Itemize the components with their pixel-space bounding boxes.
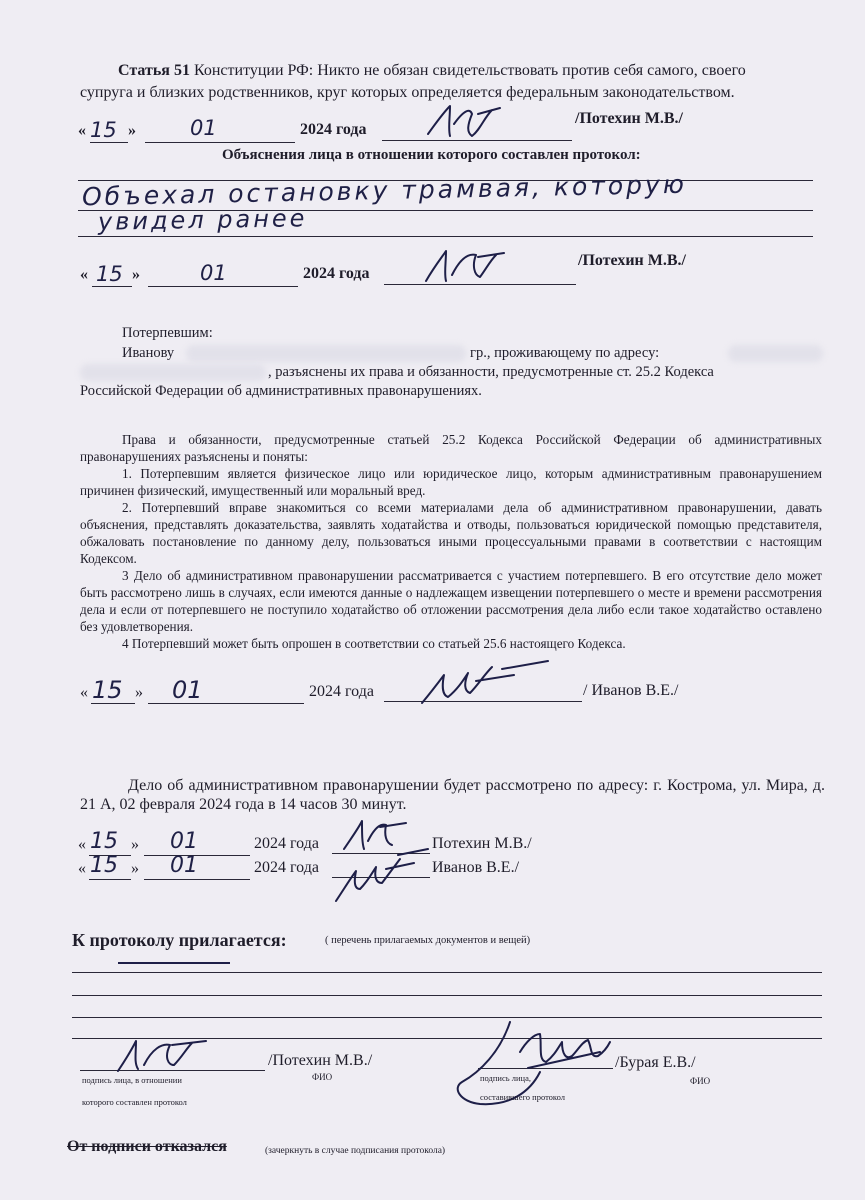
refused-label: От подписи отказался <box>67 1138 227 1155</box>
rights-item-2: 2. Потерпевший вправе знакомиться со всеми материалами дела об административном правонарушении, давать объяснения, представлять доказательства, заявлять ходатайства и отводы, пользоваться юридической помощью представителя, обжаловать постановление по данному делу, пользоваться иными процессуальными правами в соответствии с настоящим Кодексом. <box>80 500 822 566</box>
right-fio: ФИО <box>690 1076 711 1086</box>
redacted-address-1 <box>728 345 823 362</box>
month-value: 01 <box>170 853 198 878</box>
name-label: Иванов В.Е./ <box>432 859 520 876</box>
month-value: 01 <box>200 261 227 285</box>
name-label: Потехин М.В./ <box>432 835 532 852</box>
victim-label: Потерпевшим: <box>122 325 213 341</box>
left-caption-2: которого составлен протокол <box>82 1097 187 1107</box>
refused-hint: (зачеркнуть в случае подписания протокола) <box>265 1146 446 1156</box>
attachments-hint: ( перечень прилагаемых документов и вещей) <box>325 935 531 946</box>
left-name: /Потехин М.В./ <box>268 1052 373 1069</box>
year-label: 2024 года <box>300 121 367 138</box>
year-label: 2024 года <box>254 859 319 876</box>
rights-item-3: 3 Дело об административном правонарушении рассматривается с участием потерпевшего. В его отсутствие дело может быть рассмотрено лишь в случаях, если имеются данные о надлежащем извещении потерпевшего о месте и времени рассмотрения дела и если от потерпевшего не поступило ходатайство об отложении рассмотрения дела либо если такое ходатайство оставлено без удовлетворения. <box>80 568 822 634</box>
signature-ivanov-2 <box>332 845 432 905</box>
explanations-title: Объяснения лица в отношении которого составлен протокол: <box>222 147 641 163</box>
quote-open: « <box>78 122 86 139</box>
month-value: 01 <box>170 829 198 854</box>
right-caption-1: подпись лица, <box>480 1073 531 1083</box>
name-label: / Иванов В.Е./ <box>583 682 679 699</box>
victim-rights-text: , разъяснены их права и обязанности, предусмотренные ст. 25.2 Кодекса <box>268 364 714 380</box>
rights-item-1: 1. Потерпевшим является физическое лицо или юридическое лицо, которым административным правонарушением причинен физический, имущественный или моральный вред. <box>80 466 822 498</box>
right-caption-2: составившего протокол <box>480 1092 566 1102</box>
explanation-line-2: увидел ранее <box>97 204 308 236</box>
rights-intro: Права и обязанности, предусмотренные статьей 25.2 Кодекса Российской Федерации об административных правонарушениях разъяснены и поняты: <box>80 432 822 464</box>
left-fio: ФИО <box>312 1072 333 1082</box>
rights-item-4: 4 Потерпевший может быть опрошен в соответствии со статьей 25.6 настоящего Кодекса. <box>122 636 626 651</box>
month-value: 01 <box>190 116 217 140</box>
signature-potekhin-1 <box>420 100 510 145</box>
quote-close: » <box>128 122 136 139</box>
name-label: /Потехин М.В./ <box>575 110 683 127</box>
day-value: 15 <box>90 118 117 142</box>
year-label: 2024 года <box>303 265 370 282</box>
article-51-line-1 <box>118 62 746 80</box>
victim-name-start: Иванову <box>122 345 175 361</box>
day-value: 15 <box>90 829 118 854</box>
right-name: /Бурая Е.В./ <box>615 1054 696 1071</box>
article-label: Статья 51 <box>118 62 190 79</box>
hearing-text: Дело об административном правонарушении будет рассмотрено по адресу: г. Кострома, ул. Мира, д. 21 А, 02 февраля 2024 года в 14 часов 30 минут. <box>80 777 825 813</box>
article-51-line-2: супруга и близких родственников, круг которых определяется федеральным законодательством. <box>80 84 735 101</box>
day-value: 15 <box>96 262 123 286</box>
left-caption-1: подпись лица, в отношении <box>82 1075 182 1085</box>
explanation-line-1: Объехал остановку трамвая, которую <box>81 169 688 212</box>
article-text: Конституции РФ: Никто не обязан свидетельствовать против себя самого, своего <box>193 62 746 79</box>
month-value: 01 <box>172 676 203 704</box>
signature-potekhin-4 <box>112 1035 212 1075</box>
victim-law-text: Российской Федерации об административных правонарушениях. <box>80 383 482 399</box>
signature-potekhin-2 <box>420 245 510 290</box>
name-label: /Потехин М.В./ <box>578 252 686 269</box>
day-value: 15 <box>92 676 123 704</box>
protocol-page: Статья 51 Конституции РФ: Никто не обязан свидетельствовать против себя самого, своего супруга и близких родственников, круг которых определяется федеральным законодательством. « 15 » 01 2024 года /Потехин М.В./ Объяснения лица в отношении которого составлен протокол: Объехал остановку трамвая, которую увидел ранее « 15 » 01 2024 года /Потехин М.В./ Потерпевшим: Иванову гр., проживающему по адресу: , разъяснены их права и обязанности, предусмотренные ст. 25.2 Кодекса Российской Федерации об административных правонарушениях. Права и обязанности, предусмотренные статьей 25.2 Кодекса Российской Федерации об административных правонарушениях разъяснены и поняты: 1. Потерпевшим является физическое лицо или юридическое лицо, которым административным правонарушением причинен физический, имущественный или моральный вред. 2. Потерпевший вправе знакомиться со всеми материалами дела об административном правонарушении, давать объяснения, представлять доказательства, заявлять ходатайства и отводы, пользоваться юридической помощью представителя, обжаловать постановление по данному делу, пользоваться иными процессуальными правами в соответствии с настоящим Кодексом. 3 Дело об административном правонарушении рассматривается с участием потерпевшего. В его отсутствие дело может быть рассмотрено лишь в случаях, если имеются данные о надлежащем извещении потерпевшего о месте и времени рассмотрения дела и если от потерпевшего не поступило ходатайство об отложении рассмотрения дела либо если такое ходатайство оставлено без удовлетворения. 4 Потерпевший может быть опрошен в соответствии со статьей 25.6 настоящего Кодекса. « 15 » 01 2024 года / Иванов В.Е./ Дело об административном правонарушении будет рассмотрено по адресу: г. Кострома, ул. Мира, д. 21 А, 02 февраля 2024 года в 14 часов 30 минут. « 15 » 01 2024 года Потехин М.В./ « 15 » 01 2024 года Иванов В.Е./ К протоколу прилагается: ( перечень прилагаемых документов и вещей) /Потехин М.В./ ФИО подпись лица, в отношении которого составлен протокол /Бурая Е.В./ ФИО подпись лица, составившего протокол От подписи отказался (зачеркнуть в случае подписания протокола) <box>67 62 825 1156</box>
signature-ivanov-1 <box>418 655 558 710</box>
year-label: 2024 года <box>254 835 319 852</box>
attachments-dash <box>118 962 230 964</box>
victim-address-label: гр., проживающему по адресу: <box>470 345 660 361</box>
day-value: 15 <box>90 853 118 878</box>
year-label: 2024 года <box>309 683 374 700</box>
attachments-title: К протоколу прилагается: <box>72 930 287 950</box>
redacted-address-2 <box>80 364 266 381</box>
redacted-victim-name <box>186 345 466 362</box>
